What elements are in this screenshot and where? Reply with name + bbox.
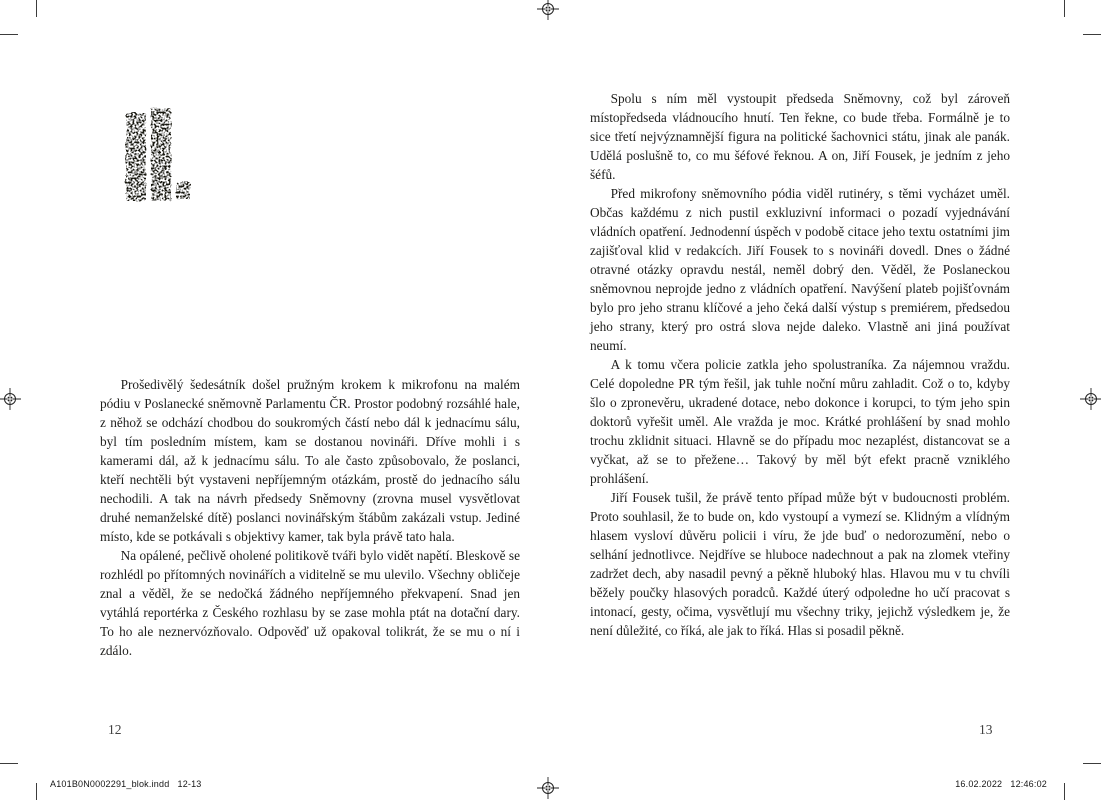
slug-timestamp: 16.02.2022 12:46:02 bbox=[955, 779, 1047, 789]
paragraph: Prošedivělý šedesátník došel pružným krokem k mikrofonu na malém pódiu v Poslanecké sněmovně Parlamentu ČR. Prostor podobný rozsáhlé hale, z něhož se odchází chodbou do soukromých částí nebo dál k jednacímu sálu, byl tím posledním místem, kam se dostanou novináři. Dříve mohli i s kamerami dál, až k jednacímu sálu. To ale často způsobovalo, že poslanci, kteří nechtěli být vystaveni nepříjemným otázkám, prostě do jednacího sálu nechodili. A tak na návrh předsedy Sněmovny (zrovna musel vysvětlovat druhé nemanželské dítě) poslanci novinářským štábům zakázali vstup. Jediné místo, kde se potkávali s objektivy kamer, tak byla právě tato hala. bbox=[100, 377, 520, 544]
paragraph: Na opálené, pečlivě oholené politikově tváři bylo vidět napětí. Bleskově se rozhlédl po přítomných novinářích a viditelně se mu ulevilo. Všechny obličeje znal a věděl, že se nedočká žádného nepříjemného překvapení. Snad jen vytáhlá reportérka z Českého rozhlasu by se zase mohla ptát na dotační dary. To ho ale neznervózňovalo. Odpověď už opakoval tolikrát, že se mu o ní i zdálo. bbox=[100, 548, 520, 658]
paragraph: Jiří Fousek tušil, že právě tento případ může být v budoucnosti problém. Proto souhlasil, že to bude on, kdo vystoupí a vymezí se. Klidným a vlídným hlasem vysloví důvěru policii i víru, že jde buď o nedorozumění, nebo o selhání jednotlivce. Nejdříve se hluboce nadechnout a pak na zlomek vteřiny zadržet dech, aby nasadil pevný a pěkně hluboký hlas. Hlavou mu v tu chvíli běžely poučky hlasových poradců. Každé úterý odpoledne ho učí pracovat s intonací, gesty, očima, vysvětlují mu všechny triky, jejichž výsledkem je, že není důležité, co říká, ale jak to říká. Hlas si posadil pěkně. bbox=[590, 490, 1010, 638]
page-number-left: 12 bbox=[108, 722, 122, 737]
paragraph: Před mikrofony sněmovního pódia viděl rutinéry, s těmi vycházet uměl. Občas každému z nich pustil exkluzivní informaci o pozadí vyjednávání vládních opatření. Jednodenní úspěch v podobě citace jeho textu ostatními jim zajišťoval klid v redakcích. Jiří Fousek to s novináři dovedl. Dnes o žádné otravné otázky opravdu nestál, neměl dobrý den. Věděl, že Poslaneckou sněmovnou neprojde jedno z vládních opatření. Navýšení plateb pojišťovnám bylo pro jeho stranu klíčové a jeho čeká další výstup s premiérem, předsedou jeho strany, který pro ostrá slova nejde daleko. Vlastně ani jiná používat neumí. bbox=[590, 186, 1010, 353]
slug-file-info: A101B0N0002291_blok.indd 12-13 bbox=[50, 779, 202, 789]
paragraph: A k tomu včera policie zatkla jeho spolustraníka. Za nájemnou vraždu. Celé dopoledne PR tým řešil, jak tuhle noční můru zahladit. Což o to, kdyby šlo o zpronevěru, ukradené dotace, nebo dokonce i korupci, to tým jeho spin doktorů vyřešit uměl. Ale vražda je moc. Krátké prohlášení by snad mohlo trochu zklidnit situaci. Hlavně se do případu moc nezaplést, distancovat se a vyčkat, až se to přežene… Takový by měl být efekt pracně vzniklého prohlášení. bbox=[590, 357, 1010, 486]
right-page-text bbox=[590, 89, 1010, 640]
page-number-right: 13 bbox=[979, 722, 993, 737]
paragraph: Spolu s ním měl vystoupit předseda Sněmovny, což byl zároveň místopředseda vládnoucího hnutí. Ten řekne, co bude třeba. Formálně je to sice třetí nejvýznamnější figura na politické šachovnici státu, jinak ale panák. Udělá poslušně to, co mu šéfové řeknou. A on, Jiří Fousek, je jedním z jeho šéfů. bbox=[590, 91, 1010, 182]
